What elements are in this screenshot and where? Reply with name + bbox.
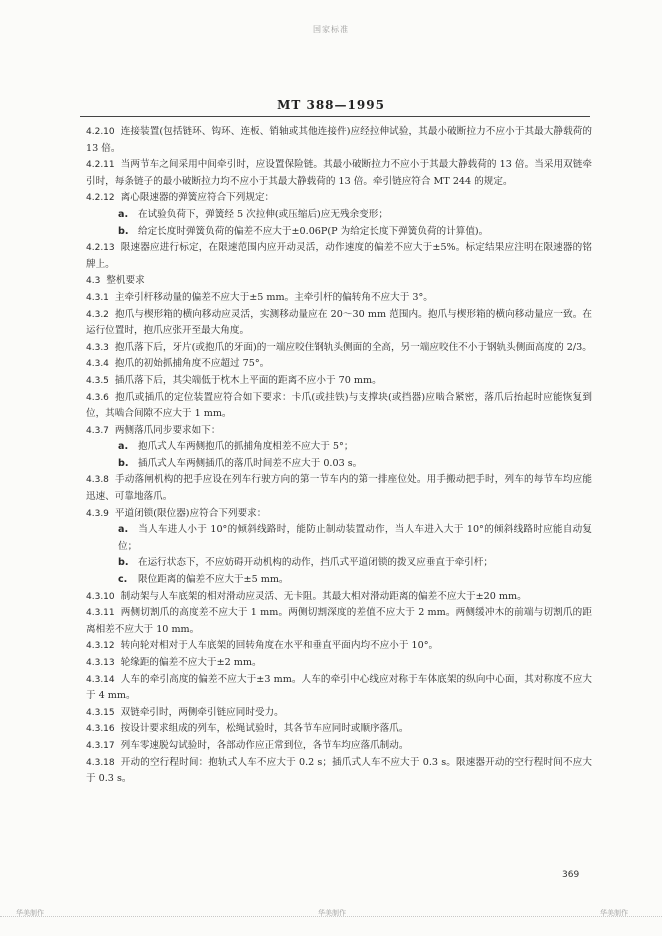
- clause-number: 4.3.11: [86, 608, 115, 619]
- clause-paragraph: [86, 655, 592, 672]
- clause-text: 制动架与人车底架的相对滑动应灵活、无卡阻。其最大相对滑动距离的偏差不应大于±20 mm。: [120, 590, 527, 602]
- clause-text: 抱爪的初始抓捕角度不应超过 75°。: [114, 358, 270, 370]
- footer-center-mark: 华美制作: [318, 909, 346, 917]
- clause-text: 当人车进人小于 10°的倾斜线路时，能防止制动装置动作，当人车进入大于 10°的倾斜线路时应能自动复位；: [118, 524, 592, 552]
- clause-paragraph: [86, 340, 592, 357]
- clause-number: 4.3.1: [86, 292, 109, 303]
- clause-number: 4.3: [86, 276, 101, 287]
- clause-paragraph: [86, 738, 592, 755]
- clause-text: 限速器应进行标定，在限速范围内应开动灵活，动作速度的偏差不应大于±5%。标定结果应注明在限速器的铭牌上。: [86, 242, 592, 270]
- clause-paragraph: [86, 157, 592, 190]
- clause-text: 限位距离的偏差不应大于±5 mm。: [138, 574, 289, 586]
- clause-paragraph: [86, 638, 592, 655]
- clause-number: 4.3.14: [86, 674, 115, 685]
- clause-number: 4.2.12: [86, 193, 115, 204]
- clause-text: 列车零速脱勾试验时，各部动作应正常到位，各节车均应落爪制动。: [120, 739, 409, 751]
- clause-text: 在运行状态下，不应妨碍开动机构的动作，挡爪式平道闭锁的拨叉应垂直于牵引杆；: [138, 557, 493, 569]
- clause-number: 4.3.10: [86, 591, 115, 602]
- standard-header: MT 388—1995: [277, 98, 385, 112]
- clause-paragraph: [86, 605, 592, 638]
- clause-text: 按设计要求组成的列车，松绳试验时，其各节车应同时或顺序落爪。: [120, 723, 409, 735]
- clause-number: 4.3.17: [86, 740, 115, 751]
- list-item: [118, 207, 592, 224]
- clause-number: 4.3.18: [86, 757, 115, 768]
- clause-paragraph: [86, 307, 592, 340]
- clause-text: 离心限速器的弹簧应符合下列规定：: [120, 192, 275, 204]
- clause-paragraph: [86, 506, 592, 523]
- list-letter: a.: [118, 208, 129, 220]
- clause-paragraph: [86, 472, 592, 505]
- clause-text: 连接装置(包括链环、钩环、连板、销轴或其他连接件)应经拉伸试验，其最小破断拉力不应小于其最大静载荷的 13 倍。: [86, 126, 592, 154]
- clause-text: 转向轮对相对于人车底架的回转角度在水平和垂直平面内均不应小于 10°。: [120, 640, 439, 652]
- clause-text: 轮缘距的偏差不应大于±2 mm。: [120, 657, 262, 668]
- clause-text: 抱爪或插爪的定位装置应符合如下要求：卡爪(或挂铁)与支撑块(或挡器)应啮合紧密，落爪后抬起时应能恢复到位，其啮合间隙不应大于 1 mm。: [86, 391, 592, 420]
- page-number: 369: [562, 870, 580, 880]
- clause-text: 给定长度时弹簧负荷的偏差不应大于±0.06P(P 为给定长度下弹簧负荷的计算值)。: [138, 225, 489, 237]
- clause-number: 4.2.11: [86, 160, 115, 171]
- clause-number: 4.3.3: [86, 342, 109, 353]
- clause-text: 当两节车之间采用中间牵引时，应设置保险链。其最小破断拉力不应小于其最大静载荷的 13 倍。当采用双链牵引时，每条链子的最小破断拉力均不应小于其最大静载荷的 13 倍。牵引链应符合 MT 244 的规定。: [86, 159, 592, 187]
- clause-text: 抱爪与楔形箱的横向移动应灵活，实测移动量应在 20～30 mm 范围内。抱爪与楔形箱的横向移动量应一致。在运行位置时，抱爪应张开至最大角度。: [86, 308, 592, 337]
- clause-paragraph: [86, 240, 592, 273]
- clause-number: 4.2.10: [86, 127, 115, 137]
- clause-text: 平道闭锁(限位器)应符合下列要求：: [114, 507, 267, 519]
- clause-number: 4.3.12: [86, 641, 115, 652]
- clause-paragraph: [86, 705, 592, 722]
- clause-text: 开动的空行程时间：抱轨式人车不应大于 0.2 s；插爪式人车不应大于 0.3 s。限速器开动的空行程时间不应大于 0.3 s。: [86, 756, 592, 785]
- clause-text: 在试验负荷下，弹簧经 5 次拉伸(或压缩后)应无残余变形；: [138, 208, 388, 220]
- clause-number: 4.3.4: [86, 359, 109, 370]
- list-letter: b.: [118, 557, 129, 569]
- clause-paragraph: [86, 190, 592, 207]
- clause-number: 4.2.13: [86, 243, 115, 254]
- list-item: [118, 555, 592, 572]
- clause-number: 4.3.7: [86, 425, 109, 436]
- list-letter: c.: [118, 574, 128, 586]
- clause-text: 两侧落爪同步要求如下：: [114, 424, 221, 436]
- clause-number: 4.3.9: [86, 508, 109, 519]
- clause-paragraph: [86, 390, 592, 423]
- clause-text: 主牵引杆移动量的偏差不应大于±5 mm。主牵引杆的偏转角不应大于 3°。: [114, 291, 433, 303]
- clause-number: 4.3.6: [86, 392, 109, 403]
- list-letter: a.: [118, 524, 129, 536]
- list-item: [118, 572, 592, 589]
- footer-right-mark: 华美制作: [600, 909, 628, 917]
- clause-paragraph: [86, 273, 592, 290]
- document-body: [86, 124, 592, 788]
- footer-left-mark: 华美制作: [16, 909, 44, 917]
- list-letter: b.: [118, 225, 129, 237]
- clause-text: 双链牵引时，两侧牵引链应同时受力。: [120, 706, 284, 718]
- top-watermark: 国家标准: [313, 25, 349, 34]
- clause-text: 人车的牵引高度的偏差不应大于±3 mm。人车的牵引中心线应对称于车体底架的纵向中心面，其对称度不应大于 4 mm。: [86, 673, 592, 702]
- list-letter: a.: [118, 441, 129, 453]
- clause-paragraph: [86, 373, 592, 390]
- list-item: [118, 439, 592, 456]
- clause-text: 手动落闸机构的把手应设在列车行驶方向的第一节车内的第一排座位处。用手搬动把手时，列车的每节车均应能迅速、可靠地落爪。: [86, 474, 592, 503]
- clause-paragraph: [86, 423, 592, 440]
- clause-text: 抱爪式人车两侧抱爪的抓捕角度相差不应大于 5°；: [138, 441, 354, 453]
- list-item: [118, 456, 592, 473]
- list-letter: b.: [118, 457, 129, 469]
- clause-paragraph: [86, 672, 592, 705]
- clause-paragraph: [86, 124, 592, 157]
- clause-paragraph: [86, 589, 592, 606]
- clause-paragraph: [86, 721, 592, 738]
- clause-number: 4.3.15: [86, 707, 115, 718]
- clause-number: 4.3.16: [86, 724, 115, 735]
- clause-text: 整机要求: [106, 275, 145, 287]
- clause-text: 插爪落下后，其尖端低于枕木上平面的距离不应小于 70 mm。: [114, 374, 382, 386]
- clause-text: 两侧切割爪的高度差不应大于 1 mm。两侧切割深度的差值不应大于 2 mm。两侧缓冲木的前端与切割爪的距离相差不应大于 10 mm。: [86, 607, 592, 635]
- list-item: [118, 224, 592, 241]
- clause-number: 4.3.2: [86, 309, 109, 320]
- list-item: [118, 522, 592, 555]
- clause-number: 4.3.8: [86, 475, 109, 486]
- clause-number: 4.3.5: [86, 375, 109, 386]
- clause-text: 插爪式人车两侧插爪的落爪时间差不应大于 0.03 s。: [138, 457, 363, 469]
- clause-paragraph: [86, 356, 592, 373]
- clause-paragraph: [86, 755, 592, 788]
- clause-number: 4.3.13: [86, 658, 115, 668]
- clause-paragraph: [86, 290, 592, 307]
- clause-text: 抱爪落下后，牙片(或抱爪的牙面)的一端应咬住钢轨头侧面的全高，另一端应咬住不小于钢轨头侧面高度的 2/3。: [114, 341, 592, 353]
- header-rule: [80, 116, 590, 117]
